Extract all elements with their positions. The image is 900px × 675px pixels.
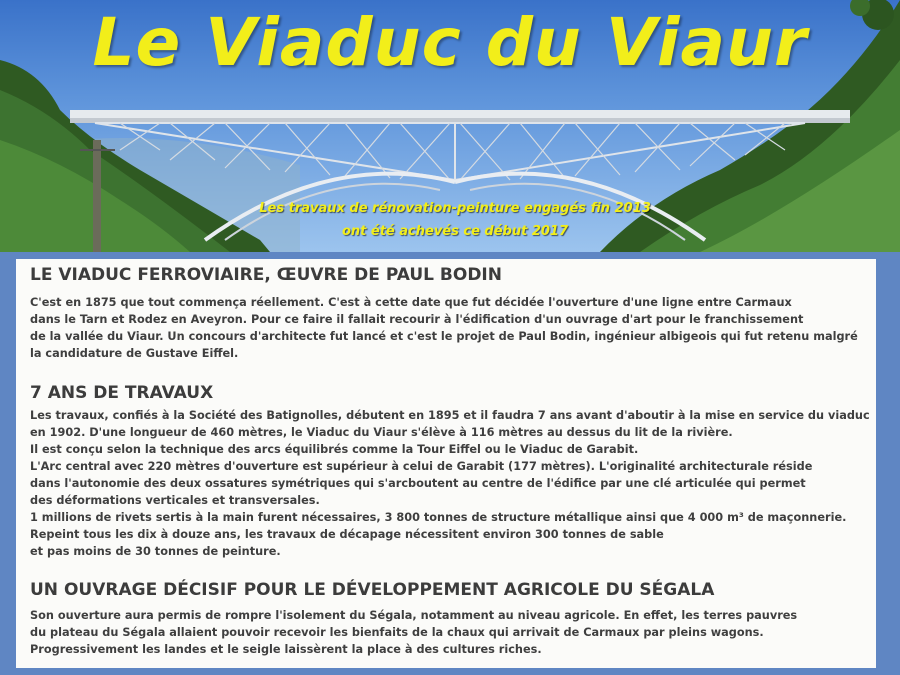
text-line: en 1902. D'une longueur de 460 mètres, le Viaduc du Viaur s'élève à 116 mètres au dessus du lit de la rivière. xyxy=(30,426,733,439)
subtitle-line-2: ont été achevés ce début 2017 xyxy=(341,224,569,239)
text-line: dans le Tarn et Rodez en Aveyron. Pour ce faire il fallait recourir à l'édification d'un ouvrage d'art pour le franchissement xyxy=(30,313,804,326)
page-title: Le Viaduc du Viaur xyxy=(92,4,808,81)
section-text-travaux xyxy=(30,407,870,560)
text-line: Progressivement les landes et le seigle laissèrent la place à des cultures riches. xyxy=(30,643,542,656)
subtitle-line-1: Les travaux de rénovation-peinture engagés fin 2013 xyxy=(259,201,651,216)
banner-photo xyxy=(0,0,900,252)
section-heading-bodin: LE VIADUC FERROVIAIRE, ŒUVRE DE PAUL BODIN xyxy=(30,265,502,285)
text-line: 1 millions de rivets sertis à la main furent nécessaires, 3 800 tonnes de structure métallique ainsi que 4 000 m³ de maçonnerie. xyxy=(30,511,847,524)
text-line: la candidature de Gustave Eiffel. xyxy=(30,347,239,360)
section-text-bodin xyxy=(30,294,870,362)
text-line: Son ouverture aura permis de rompre l'isolement du Ségala, notamment au niveau agricole. En effet, les terres pauvres xyxy=(30,609,798,622)
text-line: Il est conçu selon la technique des arcs équilibrés comme la Tour Eiffel ou le Viaduc de Garabit. xyxy=(30,443,639,456)
section-heading-segala: UN OUVRAGE DÉCISIF POUR LE DÉVELOPPEMENT AGRICOLE DU SÉGALA xyxy=(30,580,715,600)
section-heading-travaux: 7 ANS DE TRAVAUX xyxy=(30,383,214,403)
text-line: du plateau du Ségala allaient pouvoir recevoir les bienfaits de la chaux qui arrivait de Carmaux par pleins wagons. xyxy=(30,626,764,639)
text-line: C'est en 1875 que tout commença réellement. C'est à cette date que fut décidée l'ouverture d'une ligne entre Carmaux xyxy=(30,296,792,309)
text-line: et pas moins de 30 tonnes de peinture. xyxy=(30,545,281,558)
text-line: de la vallée du Viaur. Un concours d'architecte fut lancé et c'est le projet de Paul Bodin, ingénieur albigeois qui fut retenu malgré xyxy=(30,330,858,343)
text-line: Les travaux, confiés à la Société des Batignolles, débutent en 1895 et il faudra 7 ans avant d'aboutir à la mise en service du viaduc xyxy=(30,409,870,422)
text-line: L'Arc central avec 220 mètres d'ouverture est supérieur à celui de Garabit (177 mètres). L'originalité architecturale réside xyxy=(30,460,813,473)
info-panel xyxy=(16,259,876,668)
text-line: des déformations verticales et transversales. xyxy=(30,494,320,507)
text-line: dans l'autonomie des deux ossatures symétriques qui s'arcboutent au centre de l'édifice par une clé articulée qui permet xyxy=(30,477,806,490)
text-line: Repeint tous les dix à douze ans, les travaux de décapage nécessitent environ 300 tonnes de sable xyxy=(30,528,664,541)
section-text-segala xyxy=(30,607,870,658)
